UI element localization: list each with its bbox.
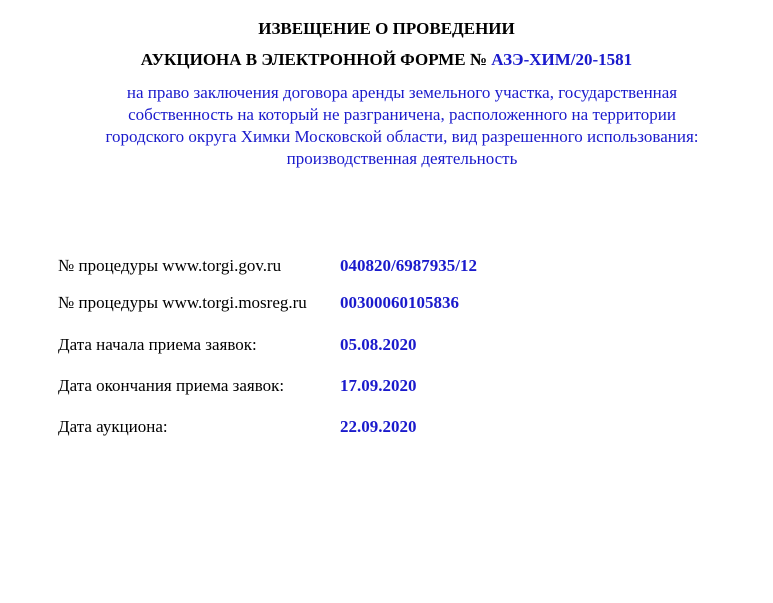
- application-end-label: Дата окончания приема заявок:: [58, 376, 285, 395]
- application-end-date: 17.09.2020: [340, 376, 417, 395]
- notice-subtitle-heading: [0, 50, 773, 70]
- torgi-mosreg-procedure-number: 00300060105836: [340, 293, 459, 312]
- auction-form-label: АУКЦИОНА В ЭЛЕКТРОННОЙ ФОРМЕ №: [140, 50, 492, 69]
- application-start-label: Дата начала приема заявок:: [58, 335, 257, 354]
- auction-date: 22.09.2020: [340, 417, 417, 436]
- torgi-gov-procedure-number: 040820/6987935/12: [340, 256, 477, 275]
- torgi-mosreg-procedure-label: № процедуры www.torgi.mosreg.ru: [58, 293, 307, 312]
- application-start-date: 05.08.2020: [340, 335, 417, 354]
- notice-description: на право заключения договора аренды земельного участка, государственная собственность на который не разграничена, расположенного на территории городского округа Химки Московской области, вид разрешенного использования: производственная деятельность: [105, 83, 699, 168]
- notice-title: ИЗВЕЩЕНИЕ О ПРОВЕДЕНИИ: [258, 19, 515, 38]
- auction-number: АЗЭ-ХИМ/20-1581: [491, 50, 633, 69]
- torgi-gov-procedure-label: № процедуры www.torgi.gov.ru: [58, 256, 282, 275]
- auction-date-label: Дата аукциона:: [58, 417, 168, 436]
